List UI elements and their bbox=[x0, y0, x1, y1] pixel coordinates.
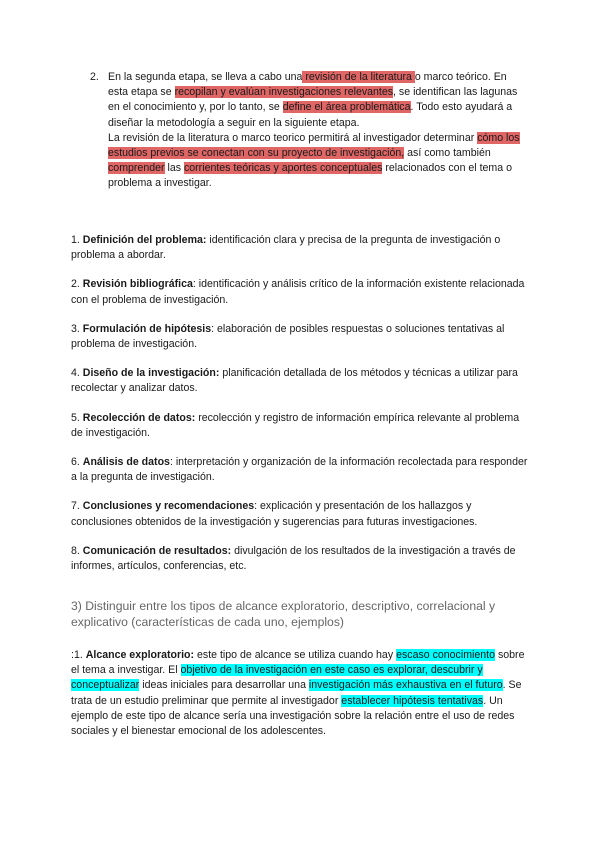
text-run: este tipo de alcance se utiliza cuando hay bbox=[194, 649, 397, 661]
list-number: 2. bbox=[90, 71, 99, 83]
highlighted-text: objetivo de la investigación en este caso es explorar, descubrir y conceptualizar bbox=[71, 664, 483, 692]
step-item: 8. Comunicación de resultados: divulgación de los resultados de la investigación a través de informes, artículos, conferencias, etc. bbox=[71, 544, 516, 573]
text-run: , se identifican las lagunas en el conocimiento y, por lo tanto, se bbox=[108, 86, 518, 114]
text-run: ideas iniciales para desarrollar una bbox=[139, 679, 309, 692]
step-item: 2. Revisión bibliográfica: identificación y análisis crítico de la información existente relacionada con el problema de investigación. bbox=[71, 278, 525, 306]
alcance-exploratorio-paragraph: :1. Alcance exploratorio: este tipo de alcance se utiliza cuando hay escaso conocimiento sobre el tema a investigar. El objetivo de la investigación en este caso es explorar, descubrir y conceptualizar ideas iniciales para desarrollar una investigación más exhaustiva en el futuro. Se trata de un estudio preliminar que permite al investigador establecer hipótesis tentativas. Un ejemplo de este tipo de alcance sería una investigación sobre la relación entre el uso de redes sociales y el bienestar emocional de los adolescentes. bbox=[71, 649, 525, 738]
step-item: 3. Formulación de hipótesis: elaboración de posibles respuestas o soluciones tentativas al problema de investigación. bbox=[71, 322, 505, 351]
step-item: 6. Análisis de datos: interpretación y organización de la información recolectada para responder a la pregunta de investigación. bbox=[71, 456, 528, 484]
question-heading: 3) Distinguir entre los tipos de alcance exploratorio, descriptivo, correlacional y explicativo (características de cada uno, ejemplos) bbox=[71, 599, 496, 629]
step-item: 5. Recolección de datos: recolección y registro de información empírica relevante al problema de investigación. bbox=[71, 411, 520, 439]
highlighted-text: establecer hipótesis tentativas bbox=[341, 694, 484, 707]
text-run: . Se trata de un estudio preliminar que permite al investigador bbox=[71, 679, 522, 707]
highlighted-text: escaso conocimiento bbox=[396, 649, 496, 661]
text-run: . Todo esto ayudará a diseñar la metodología a seguir en la siguiente etapa. bbox=[108, 101, 513, 129]
step-item: 7. Conclusiones y recomendaciones: explicación y presentación de los hallazgos y conclusiones obtenidos de la investigación y sugerencias para futuras investigaciones. bbox=[71, 500, 478, 528]
text-run: así como también bbox=[404, 147, 491, 160]
text-run: o marco teórico. En esta etapa se bbox=[108, 71, 507, 99]
highlighted-text: investigación más exhaustiva en el futuro bbox=[308, 679, 503, 692]
highlighted-text: cómo los estudios previos se conectan con su proyecto de investigación, bbox=[108, 131, 520, 160]
alcance-body bbox=[71, 649, 524, 737]
highlighted-text: recopilan y evalúan investigaciones relevantes bbox=[174, 86, 394, 99]
text-run: En la segunda etapa, se lleva a cabo una bbox=[108, 71, 303, 83]
highlighted-text: comprender bbox=[108, 162, 165, 175]
text-run: relacionados con el tema o problema a investigar. bbox=[108, 162, 512, 190]
step-item: 4. Diseño de la investigación: planificación detallada de los métodos y técnicas a utilizar para recolectar y analizar datos. bbox=[71, 367, 518, 395]
highlighted-text: define el área problemática bbox=[282, 101, 411, 114]
highlighted-text: corrientes teóricas y aportes conceptuales bbox=[183, 162, 383, 175]
highlighted-text: revisión de la literatura bbox=[302, 71, 415, 83]
step-item: 1. Definición del problema: identificación clara y precisa de la pregunta de investigación o problema a abordar. bbox=[71, 234, 501, 262]
list-item-text bbox=[108, 70, 528, 192]
text-run: las bbox=[164, 162, 184, 175]
text-run: La revisión de la literatura o marco teorico permitirá al investigador determinar bbox=[108, 131, 478, 144]
text-run: . Un ejemplo de este tipo de alcance sería una investigación sobre la relación entre el uso de redes sociales y el bienestar emocional de los adolescentes. bbox=[71, 694, 515, 738]
text-run: sobre el tema a investigar. El bbox=[71, 649, 525, 677]
paragraph-revision bbox=[108, 131, 528, 192]
paragraph-etapa bbox=[108, 70, 528, 131]
steps-list bbox=[71, 233, 531, 588]
